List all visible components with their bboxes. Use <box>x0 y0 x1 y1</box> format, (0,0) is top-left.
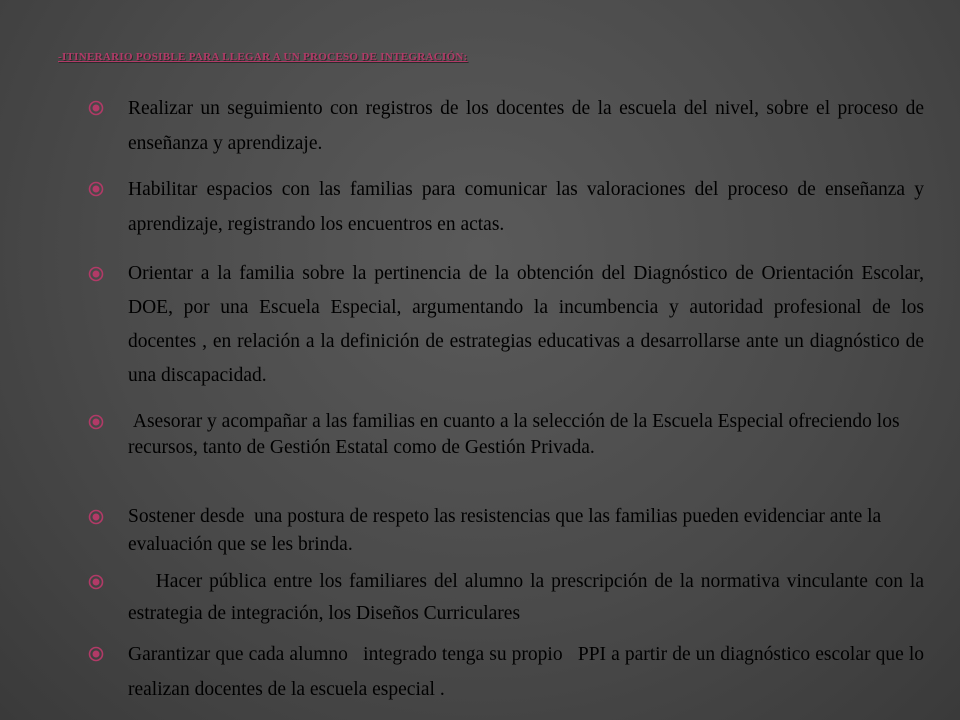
bullet-item-2 <box>128 172 924 242</box>
bullet-item-3 <box>128 257 924 393</box>
bullet-text-3: Orientar a la familia sobre la pertinencia de la obtención del Diagnóstico de Orientación Escolar, DOE, por una Escuela Especial, argumentando la incumbencia y autoridad profesional de los docentes , en relación a la definición de estrategias educativas a desarrollarse ante un diagnóstico de una discapacidad. <box>128 263 924 386</box>
bullet-item-7 <box>128 637 929 707</box>
bullet-item-4 <box>128 409 924 461</box>
circle-bullet-icon <box>88 646 104 662</box>
circle-bullet-icon <box>88 100 104 116</box>
bullet-text-4: Asesorar y acompañar a las familias en cuanto a la selección de la Escuela Especial ofreciendo los recursos, tanto de Gestión Estatal como de Gestión Privada. <box>128 411 905 458</box>
circle-bullet-icon <box>88 574 104 590</box>
circle-bullet-icon <box>88 509 104 525</box>
circle-bullet-icon <box>88 181 104 197</box>
slide-title: -ITINERARIO POSIBLE PARA LLEGAR A UN PROCESO DE INTEGRACIÓN: <box>58 51 468 63</box>
bullet-item-6 <box>128 566 929 630</box>
bullet-text-2: Habilitar espacios con las familias para comunicar las valoraciones del proceso de enseñanza y aprendizaje, registrando los encuentros en actas. <box>128 179 924 235</box>
circle-bullet-icon <box>88 266 104 282</box>
bullet-item-5 <box>128 503 898 559</box>
bullet-text-5: Sostener desde una postura de respeto las resistencias que las familias pueden evidenciar ante la evaluación que se les brinda. <box>128 506 887 555</box>
bullet-text-6: Hacer pública entre los familiares del alumno la prescripción de la normativa vinculante con la estrategia de integración, los Diseños Curriculares <box>128 571 929 624</box>
bullet-text-7: Garantizar que cada alumno integrado tenga su propio PPI a partir de un diagnóstico escolar que lo realizan docentes de la escuela especial . <box>128 644 929 700</box>
circle-bullet-icon <box>88 414 104 430</box>
bullet-text-1: Realizar un seguimiento con registros de los docentes de la escuela del nivel, sobre el proceso de enseñanza y aprendizaje. <box>128 98 924 154</box>
bullet-item-1 <box>128 91 924 161</box>
